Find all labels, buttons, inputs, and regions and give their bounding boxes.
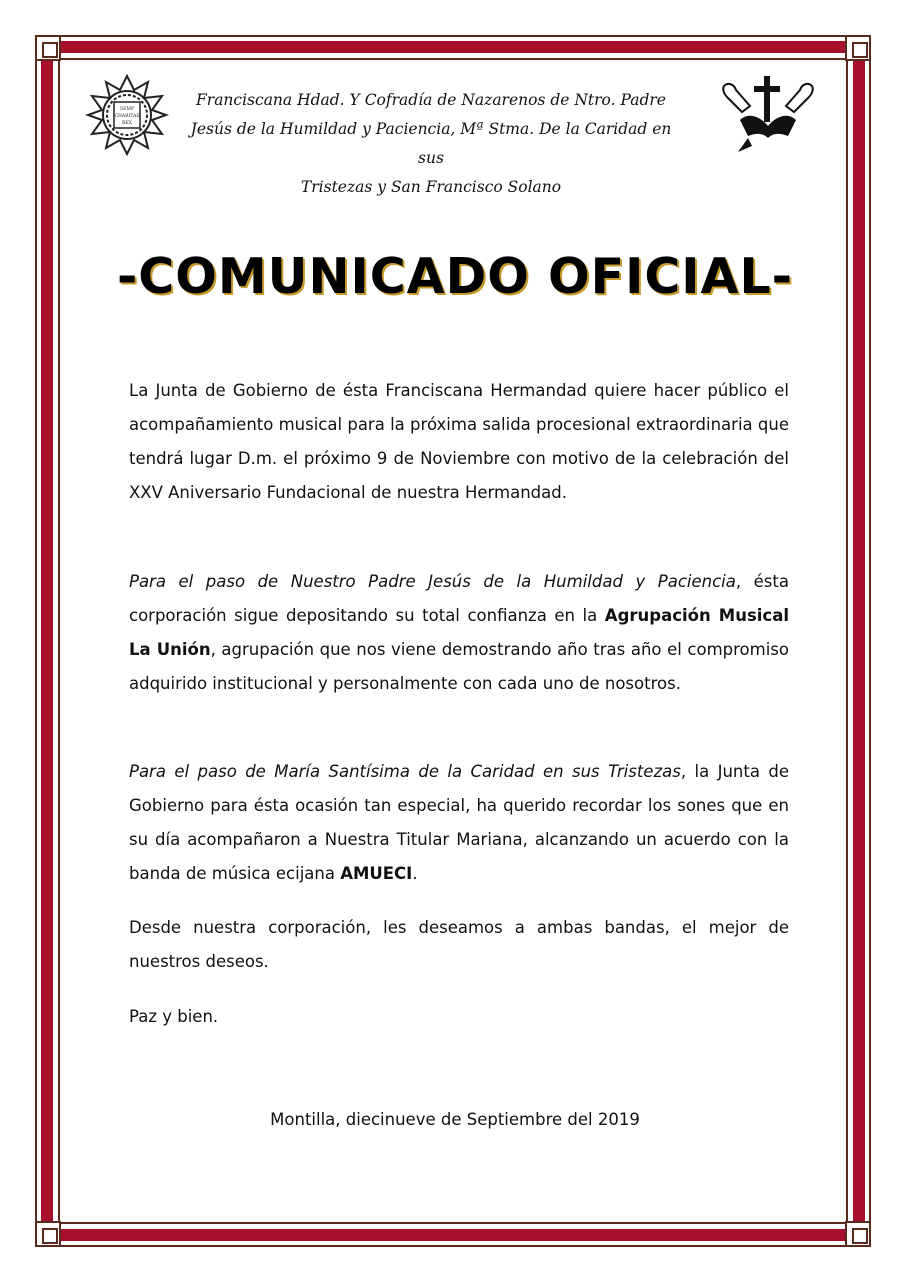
frame-corner-ornament — [35, 35, 61, 61]
paragraph-text: , agrupación que nos viene demostrando año tras año el compromiso adquirido institucional y personalmente con cada uno de nosotros. — [129, 640, 789, 693]
brotherhood-name — [176, 86, 686, 202]
band-name-bold: Agrupación Musical La Unión — [129, 606, 789, 659]
frame-corner-ornament — [35, 1221, 61, 1247]
page-title: -COMUNICADO OFICIAL- — [116, 248, 794, 305]
paragraph-text: , ésta corporación sigue depositando su total confianza en la — [129, 572, 789, 625]
paragraph-wishes: Desde nuestra corporación, les deseamos a ambas bandas, el mejor de nuestros deseos. — [129, 918, 789, 971]
brotherhood-name-line: Franciscana Hdad. Y Cofradía de Nazarenos de Ntro. Padre — [196, 91, 666, 109]
paragraph-jesus-paso — [129, 565, 789, 701]
svg-text:SEMP: SEMP — [119, 107, 135, 112]
brotherhood-name-line: Jesús de la Humildad y Paciencia, Mª Stma. De la Caridad en sus — [190, 120, 672, 167]
date-line: Montilla, diecinueve de Septiembre del 2019 — [270, 1110, 640, 1129]
paso-name-italic: Para el paso de Nuestro Padre Jesús de la Humildad y Paciencia — [129, 572, 736, 591]
svg-text:CHARITAS: CHARITAS — [114, 114, 140, 119]
paragraph-text: . — [412, 864, 418, 883]
frame-corner-ornament — [845, 1221, 871, 1247]
paragraph-maria-paso — [129, 755, 789, 891]
brotherhood-name-line: Tristezas y San Francisco Solano — [300, 178, 562, 196]
paragraph-text: , la Junta de Gobierno para ésta ocasión tan especial, ha querido recordar los sones que en su día acompañaron a Nuestra Titular Mariana, alcanzando un acuerdo con la banda de música ecijana — [129, 762, 789, 883]
frame-corner-ornament — [845, 35, 871, 61]
svg-text:REX: REX — [122, 121, 132, 126]
brotherhood-seal-logo — [84, 72, 170, 158]
franciscan-cross-logo — [718, 72, 818, 158]
paso-name-italic: Para el paso de María Santísima de la Caridad en sus Tristezas — [129, 762, 681, 781]
paragraph-closing: Paz y bien. — [129, 1007, 219, 1026]
paragraph-announcement: La Junta de Gobierno de ésta Franciscana Hermandad quiere hacer público el acompañamiento musical para la próxima salida procesional extraordinaria que tendrá lugar D.m. el próximo 9 de Noviembre con motivo de la celebración del XXV Aniversario Fundacional de nuestra Hermandad. — [129, 381, 789, 502]
band-name-bold: AMUECI — [340, 864, 413, 883]
